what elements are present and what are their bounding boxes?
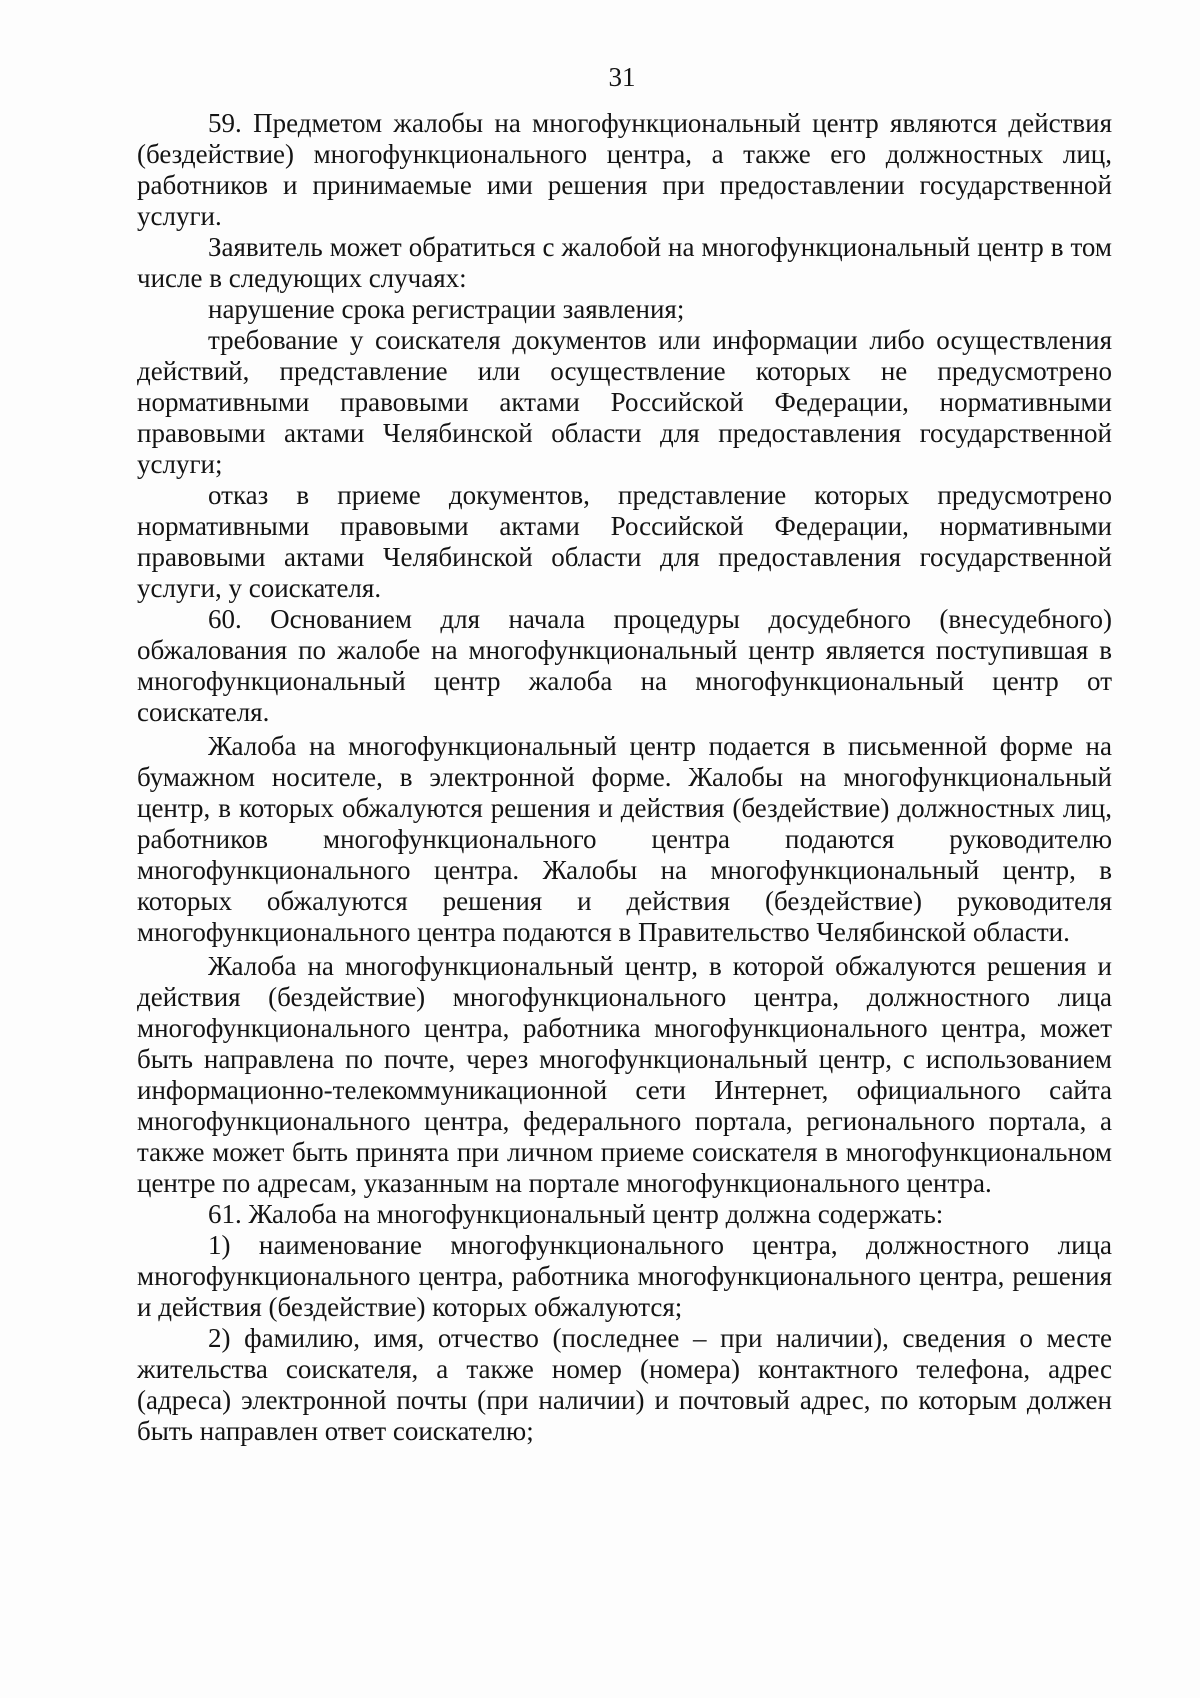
page-number: 31: [608, 62, 636, 92]
paragraph-59: 59. Предметом жалобы на многофункциональный центр являются действия (бездействие) многофункционального центра, а также его должностных лиц, работников и принимаемые ими решения при предоставлении государственной услуги.: [137, 108, 1112, 231]
list-item-document-requirement: требование у соискателя документов или информации либо осуществления действий, представление или осуществление которых не предусмотрено нормативными правовыми актами Российской Федерации, нормативными правовыми актами Челябинской области для предоставления государственной услуги;: [137, 325, 1112, 479]
list-item-1: 1) наименование многофункционального центра, должностного лица многофункционального центра, работника многофункционального центра, решения и действия (бездействие) которых обжалуются;: [137, 1230, 1112, 1322]
paragraph-applicant-cases: Заявитель может обратиться с жалобой на многофункциональный центр в том числе в следующих случаях:: [137, 232, 1112, 293]
list-item-refusal: отказ в приеме документов, представление которых предусмотрено нормативными правовыми актами Российской Федерации, нормативными правовыми актами Челябинской области для предоставления государственной услуги, у соискателя.: [137, 480, 1112, 603]
paragraph-61: 61. Жалоба на многофункциональный центр должна содержать:: [208, 1199, 944, 1229]
paragraph-complaint-form: Жалоба на многофункциональный центр подается в письменной форме на бумажном носителе, в электронной форме. Жалобы на многофункциональный центр, в которых обжалуются решения и действия (бездействие) должностных лиц, работников многофункционального центра подаются руководителю многофункционального центра. Жалобы на многофункциональный центр, в которых обжалуются решения и действия (бездействие) руководителя многофункционального центра подаются в Правительство Челябинской области.: [137, 731, 1112, 947]
document-body: [137, 108, 1112, 1447]
paragraph-complaint-delivery: Жалоба на многофункциональный центр, в которой обжалуются решения и действия (бездействие) многофункционального центра, должностного лица многофункционального центра, работника многофункционального центра, может быть направлена по почте, через многофункциональный центр, с использованием информационно-телекоммуникационной сети Интернет, официального сайта многофункционального центра, федерального портала, регионального портала, а также может быть принята при личном приеме соискателя в многофункциональном центре по адресам, указанным на портале многофункционального центра.: [137, 951, 1112, 1198]
list-item-registration-violation: нарушение срока регистрации заявления;: [208, 294, 685, 324]
list-item-2: 2) фамилию, имя, отчество (последнее – при наличии), сведения о месте жительства соискателя, а также номер (номера) контактного телефона, адрес (адреса) электронной почты (при наличии) и почтовый адрес, по которым должен быть направлен ответ соискателю;: [137, 1323, 1112, 1446]
paragraph-60: 60. Основанием для начала процедуры досудебного (внесудебного) обжалования по жалобе на многофункциональный центр является поступившая в многофункциональный центр жалоба на многофункциональный центр от соискателя.: [137, 604, 1112, 727]
